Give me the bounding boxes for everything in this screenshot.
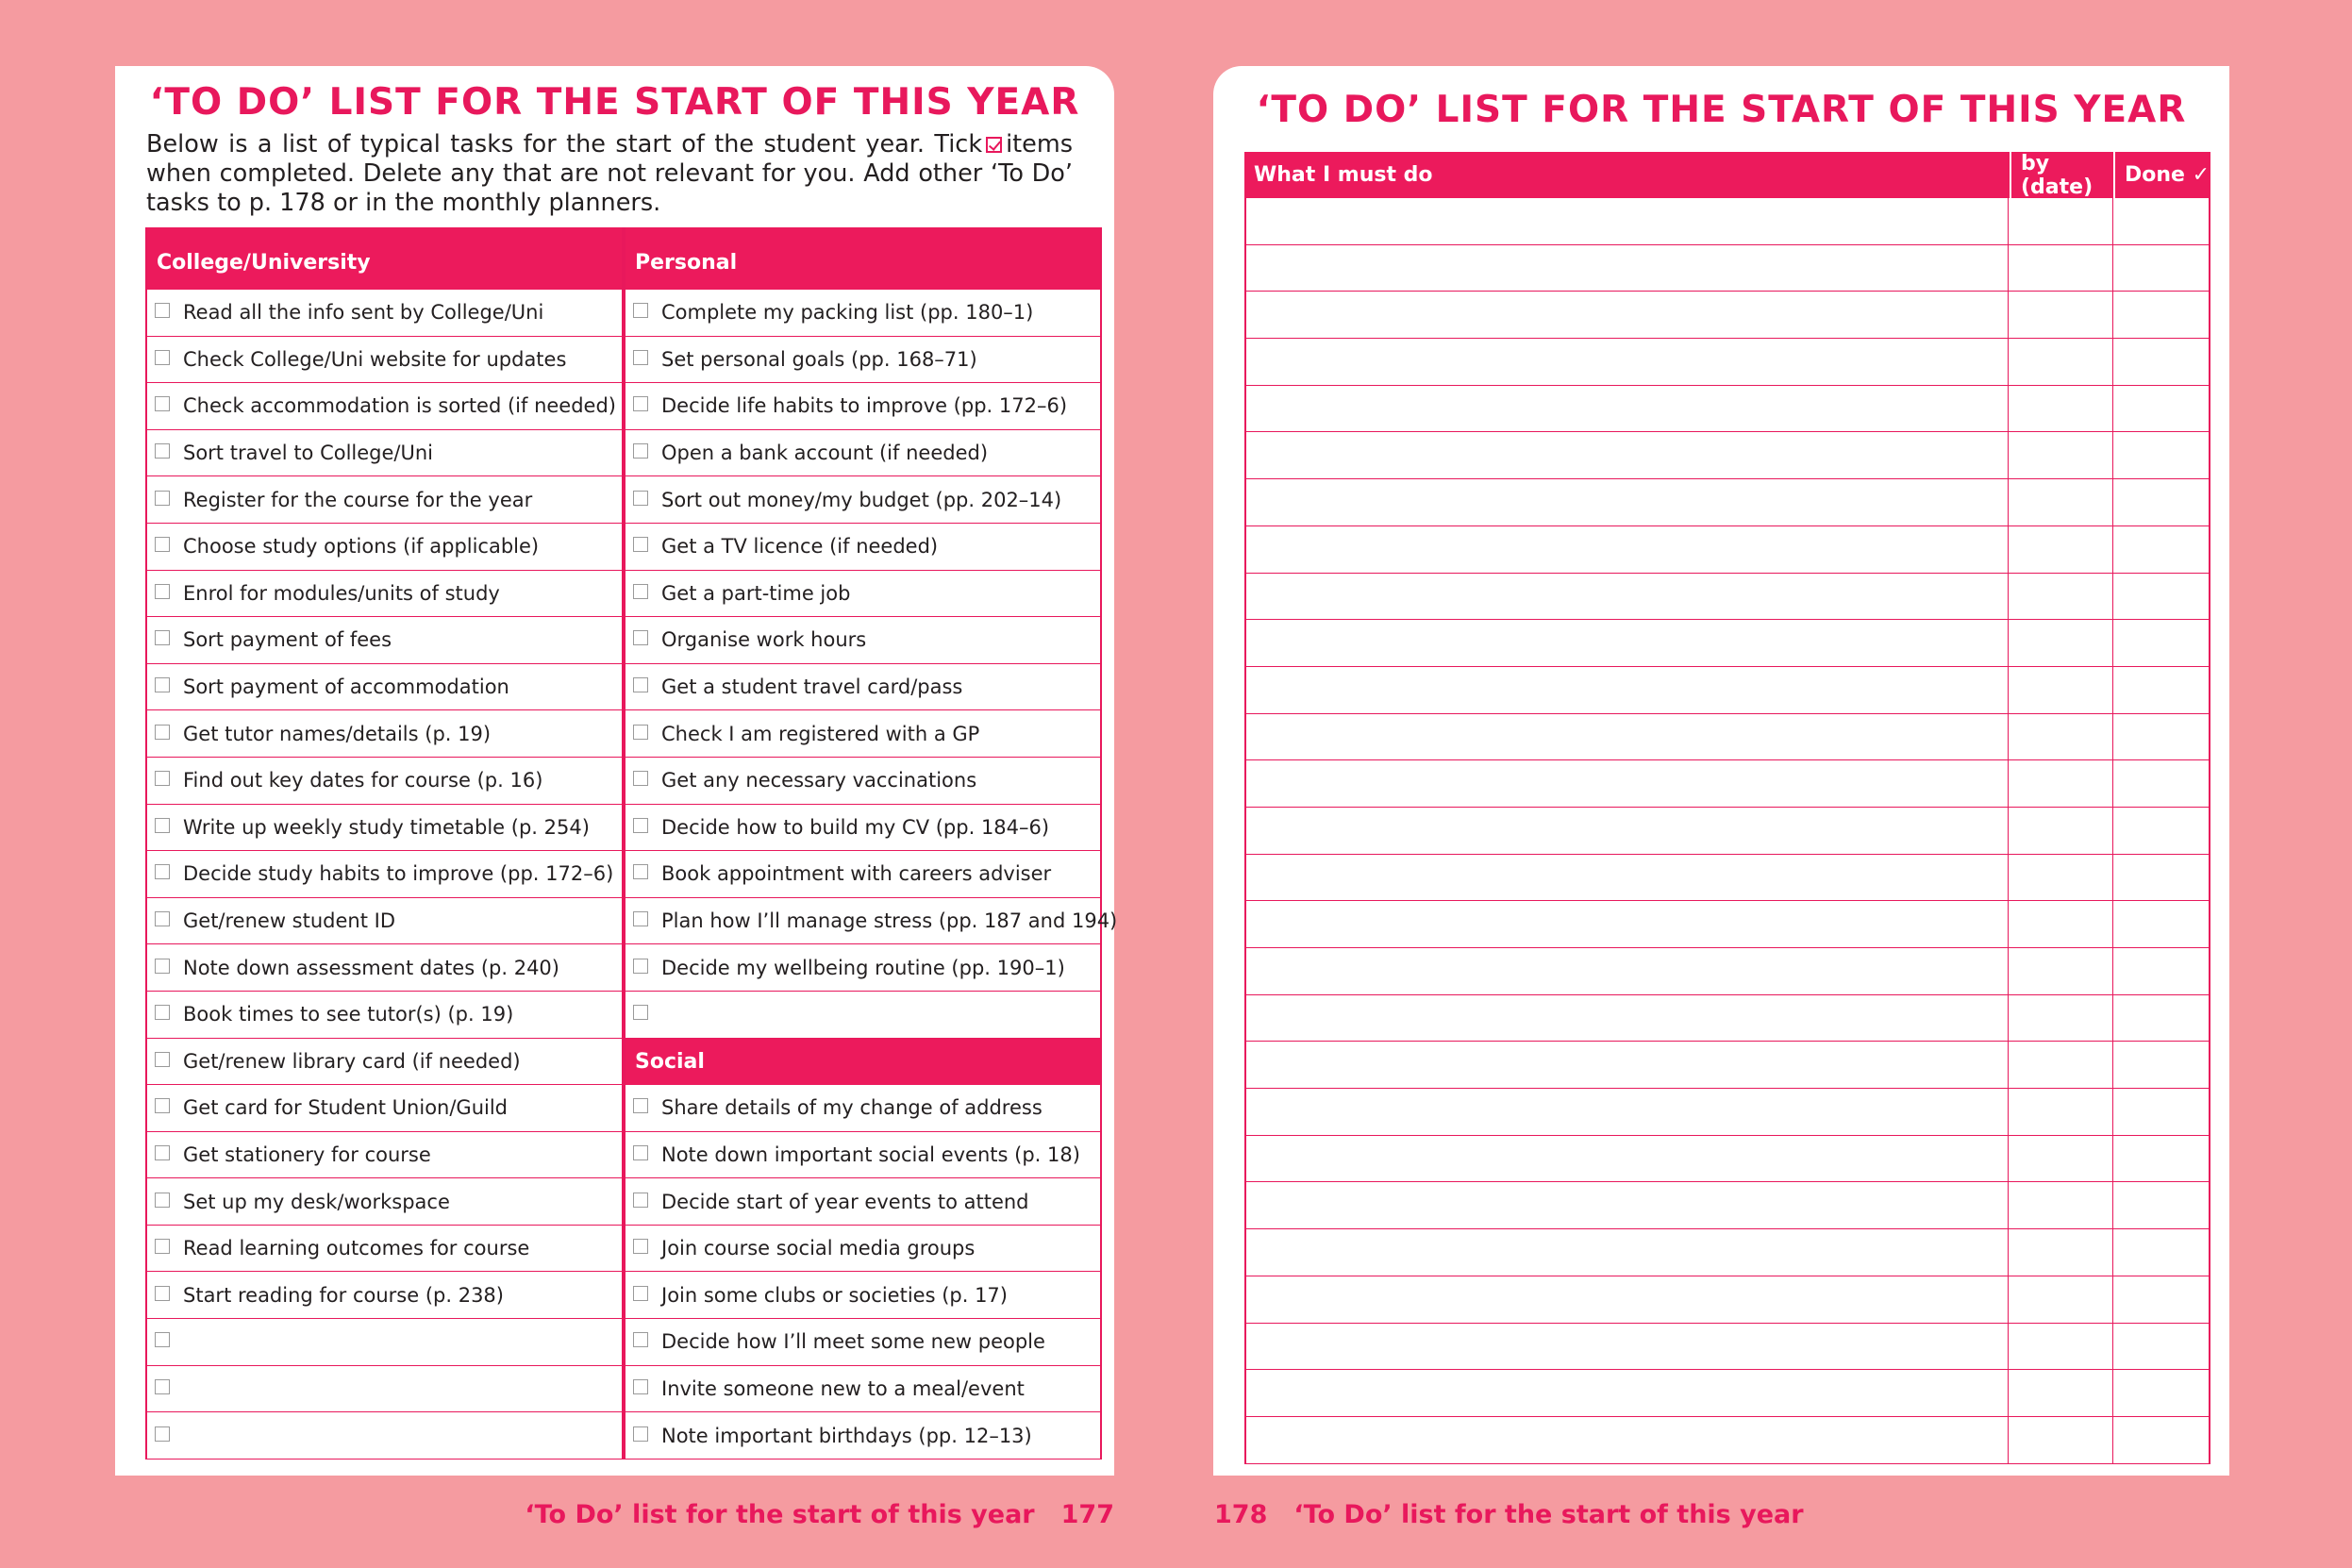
table-cell[interactable]	[2008, 714, 2112, 760]
list-item-label: Invite someone new to a meal/event	[661, 1376, 1025, 1400]
list-item	[147, 710, 622, 758]
checkbox[interactable]	[633, 725, 648, 740]
intro-text-start: Below is a list of typical tasks for the start of the student year. Tick	[146, 130, 983, 158]
list-item-label: Set up my desk/workspace	[183, 1190, 450, 1213]
table-cell[interactable]	[1246, 1276, 2008, 1323]
table-cell[interactable]	[2008, 620, 2112, 666]
list-item-label: Write up weekly study timetable (p. 254)	[183, 815, 590, 839]
list-item-label: Get any necessary vaccinations	[661, 769, 977, 792]
table-cell[interactable]	[1246, 479, 2008, 525]
page-title: ‘TO DO’ LIST FOR THE START OF THIS YEAR	[1256, 89, 2187, 131]
table-row[interactable]	[1244, 808, 2210, 855]
list-item	[626, 898, 1118, 945]
table-cell[interactable]	[2112, 432, 2209, 478]
column-done: Done ✓	[2113, 152, 2210, 198]
list-item	[147, 1178, 622, 1226]
table-row[interactable]	[1244, 620, 2210, 667]
list-item	[147, 944, 622, 992]
checkbox[interactable]	[633, 303, 648, 318]
checkbox[interactable]	[155, 1145, 170, 1160]
table-cell[interactable]	[1246, 760, 2008, 807]
list-item	[147, 805, 622, 852]
list-item-label: Organise work hours	[661, 628, 867, 652]
list-item	[147, 664, 622, 711]
list-item-label: Join course social media groups	[661, 1237, 976, 1260]
checkbox[interactable]	[633, 350, 648, 365]
table-cell[interactable]	[2112, 1182, 2209, 1228]
list-item	[626, 1226, 1100, 1273]
todo-table	[1244, 152, 2210, 1464]
table-cell[interactable]	[2008, 574, 2112, 620]
table-row[interactable]	[1244, 1182, 2210, 1229]
table-cell[interactable]	[1246, 855, 2008, 901]
list-item-label: Get a part-time job	[661, 581, 851, 605]
table-cell[interactable]	[2112, 714, 2209, 760]
list-item	[626, 476, 1100, 524]
table-row[interactable]	[1244, 1324, 2210, 1371]
table-cell[interactable]	[1246, 1324, 2008, 1370]
checkbox[interactable]	[155, 864, 170, 879]
table-cell[interactable]	[2008, 808, 2112, 854]
table-cell[interactable]	[1246, 574, 2008, 620]
table-cell[interactable]	[1246, 808, 2008, 854]
table-cell[interactable]	[1246, 1089, 2008, 1135]
checkbox[interactable]	[633, 864, 648, 879]
checkbox[interactable]	[633, 771, 648, 786]
table-cell[interactable]	[2008, 1089, 2112, 1135]
checkbox[interactable]	[633, 1286, 648, 1301]
table-cell[interactable]	[1246, 1229, 2008, 1276]
list-item-label: Sort payment of accommodation	[183, 676, 509, 699]
list-item-label: Start reading for course (p. 238)	[183, 1283, 504, 1307]
table-row[interactable]	[1244, 901, 2210, 948]
footer-text: ‘To Do’ list for the start of this year	[1293, 1500, 1804, 1529]
table-cell[interactable]	[2112, 808, 2209, 854]
table-cell[interactable]	[2112, 1229, 2209, 1276]
table-row[interactable]	[1244, 386, 2210, 433]
table-cell[interactable]	[1246, 526, 2008, 573]
list-item-label: Decide my wellbeing routine (pp. 190–1)	[661, 956, 1065, 979]
list-item	[147, 1085, 622, 1132]
list-item	[147, 898, 622, 945]
list-item-label: Book times to see tutor(s) (p. 19)	[183, 1003, 514, 1026]
list-item	[626, 337, 1100, 384]
list-item	[626, 1319, 1100, 1366]
checkbox[interactable]	[633, 396, 648, 411]
table-cell[interactable]	[2112, 620, 2209, 666]
personal-social-column	[624, 227, 1118, 1460]
table-cell[interactable]	[1246, 1370, 2008, 1416]
table-header	[1244, 152, 2210, 198]
list-item-label: Sort payment of fees	[183, 628, 392, 652]
table-cell[interactable]	[2008, 526, 2112, 573]
checkbox[interactable]	[155, 491, 170, 506]
list-item-label: Get/renew library card (if needed)	[183, 1049, 521, 1073]
list-item-label: Register for the course for the year	[183, 488, 533, 511]
table-cell[interactable]	[2112, 526, 2209, 573]
list-item	[147, 1226, 622, 1273]
list-item-label: Decide start of year events to attend	[661, 1190, 1029, 1213]
table-cell[interactable]	[2112, 1089, 2209, 1135]
list-item-label: Complete my packing list (pp. 180–1)	[661, 301, 1034, 325]
list-item-label: Get a student travel card/pass	[661, 676, 963, 699]
table-row[interactable]	[1244, 1370, 2210, 1417]
list-item-label: Open a bank account (if needed)	[661, 442, 989, 465]
table-row[interactable]	[1244, 526, 2210, 574]
list-item	[147, 430, 622, 477]
intro-text-end: items when completed. Delete any that are not relevant for you. Add other ‘To Do’ tasks to p. 178 or in the monthly planners.	[146, 130, 1073, 217]
table-cell[interactable]	[2008, 432, 2112, 478]
table-row[interactable]	[1244, 760, 2210, 808]
table-cell[interactable]	[2008, 479, 2112, 525]
list-item-label: Enrol for modules/units of study	[183, 581, 500, 605]
checkbox[interactable]	[155, 1379, 170, 1394]
checkbox[interactable]	[155, 1332, 170, 1347]
checkbox[interactable]	[633, 584, 648, 599]
checkbox[interactable]	[155, 630, 170, 645]
list-item	[626, 851, 1100, 898]
table-cell[interactable]	[2112, 1136, 2209, 1182]
table-cell[interactable]	[2008, 1370, 2112, 1416]
table-cell[interactable]	[2112, 1324, 2209, 1370]
list-item	[147, 851, 622, 898]
table-cell[interactable]	[2112, 948, 2209, 994]
checkbox[interactable]	[633, 1332, 648, 1347]
checkbox[interactable]	[633, 1426, 648, 1442]
table-row[interactable]	[1244, 948, 2210, 995]
list-item-label: Share details of my change of address	[661, 1096, 1043, 1120]
table-cell[interactable]	[2112, 1370, 2209, 1416]
list-item-label: Check accommodation is sorted (if needed)	[183, 394, 616, 418]
list-item	[626, 664, 1100, 711]
list-item	[147, 476, 622, 524]
list-item-label: Plan how I’ll manage stress (pp. 187 and 194)	[661, 909, 1118, 933]
list-item-label: Note down assessment dates (p. 240)	[183, 956, 559, 979]
table-cell[interactable]	[1246, 901, 2008, 947]
table-cell[interactable]	[2112, 574, 2209, 620]
table-cell[interactable]	[2112, 339, 2209, 385]
table-cell[interactable]	[2008, 1042, 2112, 1088]
left-page	[115, 66, 1118, 1476]
table-cell[interactable]	[2008, 667, 2112, 713]
list-item	[147, 290, 622, 337]
checkbox[interactable]	[633, 677, 648, 692]
table-cell[interactable]	[2008, 198, 2112, 244]
list-item	[147, 1039, 622, 1086]
list-item	[626, 1412, 1100, 1460]
table-row[interactable]	[1244, 1276, 2210, 1324]
table-cell[interactable]	[2008, 339, 2112, 385]
list-item-label: Sort out money/my budget (pp. 202–14)	[661, 488, 1062, 511]
table-cell[interactable]	[1246, 245, 2008, 292]
table-cell[interactable]	[2008, 1182, 2112, 1228]
table-cell[interactable]	[2112, 386, 2209, 432]
checkbox[interactable]	[155, 677, 170, 692]
table-cell[interactable]	[1246, 667, 2008, 713]
checkbox[interactable]	[633, 959, 648, 974]
checkbox[interactable]	[155, 771, 170, 786]
table-cell[interactable]	[1246, 1042, 2008, 1088]
checkbox[interactable]	[155, 1005, 170, 1020]
footer-right	[1214, 1500, 1804, 1529]
table-cell[interactable]	[2112, 760, 2209, 807]
list-item	[147, 337, 622, 384]
table-row[interactable]	[1244, 995, 2210, 1043]
list-item	[626, 1178, 1100, 1226]
table-row[interactable]	[1244, 292, 2210, 339]
table-cell[interactable]	[2112, 1042, 2209, 1088]
list-item-label: Decide how to build my CV (pp. 184–6)	[661, 815, 1050, 839]
footer-text: ‘To Do’ list for the start of this year	[525, 1500, 1035, 1529]
checkbox[interactable]	[633, 537, 648, 552]
list-item	[147, 571, 622, 618]
table-cell[interactable]	[2112, 1276, 2209, 1323]
table-cell[interactable]	[2112, 198, 2209, 244]
column-what: What I must do	[1254, 163, 1433, 187]
table-cell[interactable]	[2008, 760, 2112, 807]
list-item-label: Check I am registered with a GP	[661, 722, 980, 745]
table-row[interactable]	[1244, 574, 2210, 621]
table-cell[interactable]	[2008, 1324, 2112, 1370]
list-item-label: Join some clubs or societies (p. 17)	[661, 1283, 1008, 1307]
table-row[interactable]	[1244, 1229, 2210, 1276]
list-item-label: Check College/Uni website for updates	[183, 347, 567, 371]
checkbox[interactable]	[633, 818, 648, 833]
list-item	[626, 1132, 1100, 1179]
table-cell[interactable]	[2008, 901, 2112, 947]
table-cell[interactable]	[2008, 386, 2112, 432]
checkbox[interactable]	[633, 1379, 648, 1394]
table-cell[interactable]	[2008, 1229, 2112, 1276]
table-cell[interactable]	[2008, 245, 2112, 292]
footer-left	[525, 1500, 1114, 1529]
table-body	[1244, 198, 2210, 1464]
checkbox[interactable]	[155, 1426, 170, 1442]
list-item	[147, 1272, 622, 1319]
checkbox[interactable]	[155, 1239, 170, 1254]
list-item	[147, 524, 622, 571]
table-cell[interactable]	[2112, 245, 2209, 292]
table-cell[interactable]	[2008, 948, 2112, 994]
table-cell[interactable]	[1246, 432, 2008, 478]
list-item	[147, 1412, 622, 1460]
list-item-label: Get stationery for course	[183, 1143, 431, 1166]
checkbox[interactable]	[633, 1145, 648, 1160]
checkbox[interactable]	[633, 1193, 648, 1208]
checkbox[interactable]	[155, 537, 170, 552]
table-cell[interactable]	[2112, 667, 2209, 713]
social-heading: Social	[624, 1039, 1102, 1086]
list-item	[147, 1132, 622, 1179]
list-item-label: Set personal goals (pp. 168–71)	[661, 347, 977, 371]
checkbox[interactable]	[155, 584, 170, 599]
list-item-label: Decide how I’ll meet some new people	[661, 1330, 1045, 1354]
list-item-label: Get/renew student ID	[183, 909, 395, 933]
checkbox[interactable]	[155, 1193, 170, 1208]
checkbox[interactable]	[155, 911, 170, 926]
list-item	[147, 992, 622, 1039]
checkbox[interactable]	[155, 1052, 170, 1067]
list-item	[626, 290, 1100, 337]
list-item-label: Read learning outcomes for course	[183, 1237, 530, 1260]
right-page	[1213, 66, 2229, 1476]
checkbox[interactable]	[633, 630, 648, 645]
table-row[interactable]	[1244, 855, 2210, 902]
list-item	[147, 1366, 622, 1413]
list-item	[626, 1366, 1100, 1413]
table-cell[interactable]	[1246, 386, 2008, 432]
checkbox[interactable]	[155, 443, 170, 459]
list-item	[626, 617, 1100, 664]
list-item	[147, 383, 622, 430]
personal-heading: Personal	[624, 227, 1102, 290]
list-item-label: Get tutor names/details (p. 19)	[183, 722, 492, 745]
checkbox[interactable]	[155, 303, 170, 318]
checkbox[interactable]	[633, 1005, 648, 1020]
list-item-label: Get card for Student Union/Guild	[183, 1096, 509, 1120]
table-cell[interactable]	[2008, 855, 2112, 901]
college-heading: College/University	[145, 227, 624, 290]
checkbox[interactable]	[633, 911, 648, 926]
checkbox[interactable]	[155, 396, 170, 411]
checkbox[interactable]	[155, 1098, 170, 1113]
checkbox[interactable]	[155, 725, 170, 740]
list-item	[626, 1272, 1100, 1319]
table-cell[interactable]	[1246, 995, 2008, 1042]
checkbox[interactable]	[155, 1286, 170, 1301]
column-by-date: by (date)	[2010, 152, 2113, 198]
table-cell[interactable]	[1246, 339, 2008, 385]
college-list	[145, 290, 624, 1460]
table-row[interactable]	[1244, 432, 2210, 479]
list-item	[626, 524, 1100, 571]
list-item	[626, 758, 1100, 805]
table-cell[interactable]	[1246, 292, 2008, 338]
table-cell[interactable]	[2112, 901, 2209, 947]
list-item	[626, 805, 1100, 852]
checkbox[interactable]	[155, 818, 170, 833]
list-item-label: Note important birthdays (pp. 12–13)	[661, 1424, 1032, 1447]
list-item-label: Decide study habits to improve (pp. 172–6)	[183, 862, 614, 886]
table-cell[interactable]	[2112, 479, 2209, 525]
list-item	[626, 383, 1100, 430]
table-row[interactable]	[1244, 339, 2210, 386]
college-column	[145, 227, 624, 1460]
page-title: ‘TO DO’ LIST FOR THE START OF THIS YEAR	[149, 81, 1080, 124]
table-cell[interactable]	[2112, 995, 2209, 1042]
table-cell[interactable]	[2112, 292, 2209, 338]
list-item-label: Sort travel to College/Uni	[183, 442, 434, 465]
list-item	[626, 944, 1100, 992]
checkbox[interactable]	[633, 491, 648, 506]
checkbox[interactable]	[633, 1098, 648, 1113]
tick-box-icon	[986, 137, 1002, 153]
table-row[interactable]	[1244, 714, 2210, 761]
table-cell[interactable]	[2008, 292, 2112, 338]
table-row[interactable]	[1244, 245, 2210, 292]
table-row[interactable]	[1244, 198, 2210, 245]
table-cell[interactable]	[1246, 1136, 2008, 1182]
table-row[interactable]	[1244, 1417, 2210, 1464]
checkbox[interactable]	[633, 1239, 648, 1254]
table-cell[interactable]	[2008, 1276, 2112, 1323]
personal-list	[624, 290, 1118, 1039]
page-number: 178	[1214, 1500, 1268, 1529]
page-number: 177	[1060, 1500, 1114, 1529]
table-row[interactable]	[1244, 1089, 2210, 1136]
list-item	[626, 992, 1100, 1039]
list-item	[147, 758, 622, 805]
table-cell[interactable]	[2008, 1136, 2112, 1182]
list-item	[626, 710, 1100, 758]
list-item	[626, 571, 1100, 618]
table-cell[interactable]	[1246, 620, 2008, 666]
list-item-label: Choose study options (if applicable)	[183, 535, 540, 559]
list-item	[626, 1085, 1100, 1132]
list-item-label: Decide life habits to improve (pp. 172–6)	[661, 394, 1068, 418]
list-item-label: Find out key dates for course (p. 16)	[183, 769, 543, 792]
table-cell[interactable]	[1246, 948, 2008, 994]
list-item	[147, 1319, 622, 1366]
table-cell[interactable]	[2008, 995, 2112, 1042]
table-cell[interactable]	[2112, 1417, 2209, 1463]
table-cell[interactable]	[2112, 855, 2209, 901]
list-item-label: Note down important social events (p. 18)	[661, 1143, 1080, 1166]
list-item-label: Book appointment with careers adviser	[661, 862, 1052, 886]
table-row[interactable]	[1244, 1136, 2210, 1183]
checkbox[interactable]	[155, 959, 170, 974]
checkbox[interactable]	[633, 443, 648, 459]
table-cell[interactable]	[1246, 1417, 2008, 1463]
social-list	[624, 1085, 1102, 1460]
table-cell[interactable]	[1246, 1182, 2008, 1228]
list-item	[147, 617, 622, 664]
table-cell[interactable]	[2008, 1417, 2112, 1463]
intro-text	[146, 130, 1073, 218]
list-item-label: Read all the info sent by College/Uni	[183, 301, 544, 325]
list-item	[626, 430, 1100, 477]
table-row[interactable]	[1244, 667, 2210, 714]
checkbox[interactable]	[155, 350, 170, 365]
table-row[interactable]	[1244, 479, 2210, 526]
table-cell[interactable]	[1246, 714, 2008, 760]
list-item-label: Get a TV licence (if needed)	[661, 535, 939, 559]
table-cell[interactable]	[1246, 198, 2008, 244]
table-row[interactable]	[1244, 1042, 2210, 1089]
